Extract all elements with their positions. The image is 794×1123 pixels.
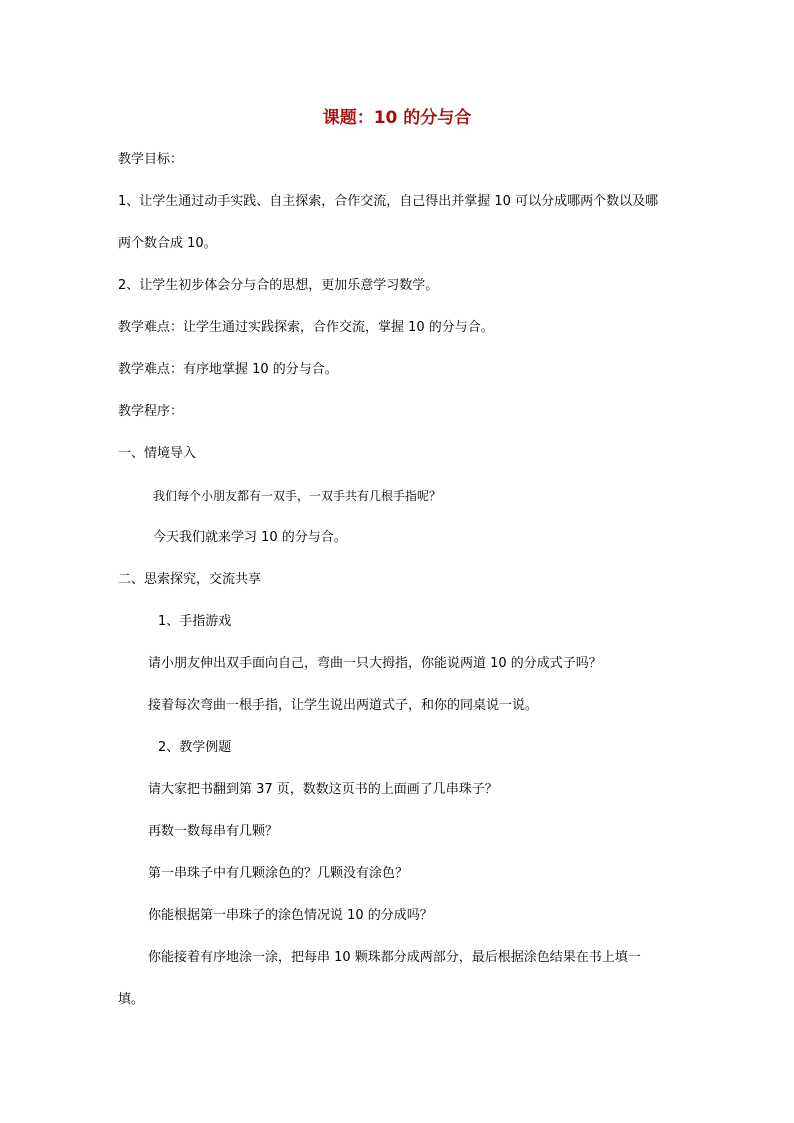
heading-teaching-goals: 教学目标： xyxy=(118,152,184,167)
document-title: 课题：10 的分与合 xyxy=(322,108,472,128)
example-step-5-line-2: 填。 xyxy=(118,992,145,1007)
difficulty-2: 教学难点：有序地掌握 10 的分与合。 xyxy=(118,362,338,377)
difficulty-1: 教学难点：让学生通过实践探索，合作交流，掌握 10 的分与合。 xyxy=(118,320,494,335)
intro-question: 我们每个小朋友都有一双手，一双手共有几根手指呢？ xyxy=(153,489,442,503)
finger-game-step-2: 接着每次弯曲一根手指，让学生说出两道式子，和你的同桌说一说。 xyxy=(148,698,539,713)
goal-1-line-1: 1、让学生通过动手实践、自主探索，合作交流，自己得出并掌握 10 可以分成哪两个数以及哪 xyxy=(118,194,659,209)
example-step-5-line-1: 你能接着有序地涂一涂，把每串 10 颗珠都分成两部分，最后根据涂色结果在书上填一 xyxy=(148,950,641,965)
subsection-2-heading: 2、教学例题 xyxy=(158,740,232,755)
goal-2: 2、让学生初步体会分与合的思想，更加乐意学习数学。 xyxy=(118,278,439,293)
example-step-2: 再数一数每串有几颗？ xyxy=(148,824,279,839)
example-step-1: 请大家把书翻到第 37 页，数数这页书的上面画了几串珠子？ xyxy=(148,782,498,797)
finger-game-step-1: 请小朋友伸出双手面向自己，弯曲一只大拇指，你能说两道 10 的分成式子吗？ xyxy=(148,656,602,671)
section-2-heading: 二、思索探究，交流共享 xyxy=(118,572,262,587)
goal-1-line-2: 两个数合成 10。 xyxy=(118,236,217,251)
example-step-3: 第一串珠子中有几颗涂色的？几颗没有涂色？ xyxy=(148,866,409,881)
heading-teaching-procedure: 教学程序： xyxy=(118,404,184,419)
section-1-heading: 一、情境导入 xyxy=(118,446,197,461)
subsection-1-heading: 1、手指游戏 xyxy=(158,614,232,629)
example-step-4: 你能根据第一串珠子的涂色情况说 10 的分成吗？ xyxy=(148,908,433,923)
intro-statement: 今天我们就来学习 10 的分与合。 xyxy=(153,530,347,545)
